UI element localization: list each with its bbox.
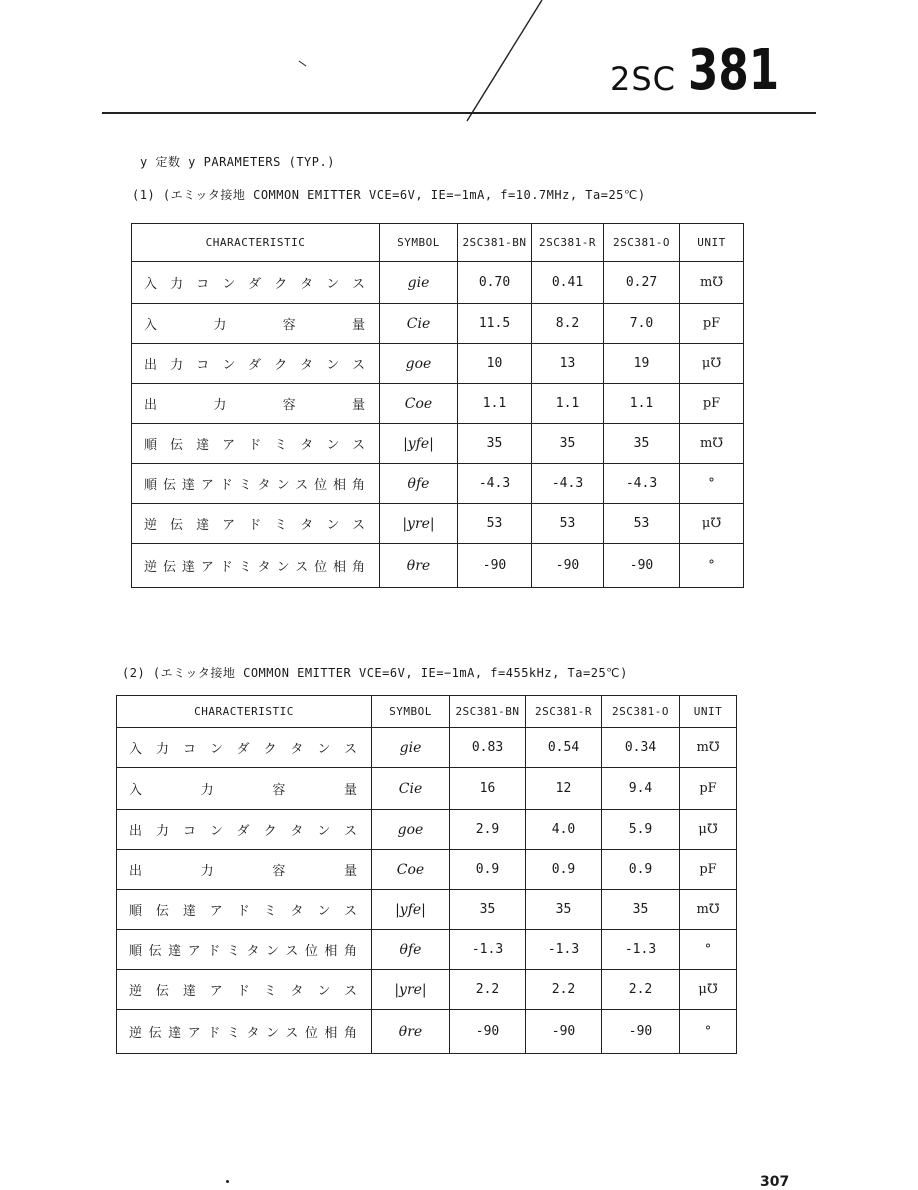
unit-cell: μ℧ xyxy=(680,970,737,1010)
symbol-cell: goe xyxy=(380,344,458,384)
value-bn-cell: -1.3 xyxy=(450,930,526,970)
table-header-row xyxy=(132,224,744,262)
value-bn-cell: -90 xyxy=(450,1010,526,1054)
value-r-cell: 2.2 xyxy=(526,970,602,1010)
part-number: 381 xyxy=(688,38,780,103)
table-row xyxy=(117,810,737,850)
characteristic-cell: 順伝達アドミタンス xyxy=(117,890,372,930)
value-o-cell: 35 xyxy=(602,890,680,930)
unit-cell: m℧ xyxy=(680,262,744,304)
table-header-row xyxy=(117,696,737,728)
symbol-cell: Cie xyxy=(372,768,450,810)
value-o-cell: 2.2 xyxy=(602,970,680,1010)
page-number: 307 xyxy=(760,1174,790,1190)
value-o-cell: 0.34 xyxy=(602,728,680,768)
value-bn-cell: -4.3 xyxy=(458,464,532,504)
table2-condition: (2) (エミッタ接地 COMMON EMITTER VCE=6V, IE=−1mA, f=455kHz, Ta=25℃) xyxy=(122,666,628,680)
value-bn-cell: 35 xyxy=(458,424,532,464)
characteristic-cell: 順伝達アドミタンス位相角 xyxy=(132,464,380,504)
unit-cell: pF xyxy=(680,384,744,424)
section-title: y 定数 y PARAMETERS (TYP.) xyxy=(140,155,335,169)
value-bn-cell: 2.9 xyxy=(450,810,526,850)
value-o-cell: 7.0 xyxy=(604,304,680,344)
table-row xyxy=(117,1010,737,1054)
value-r-cell: 4.0 xyxy=(526,810,602,850)
symbol-cell: |yfe| xyxy=(380,424,458,464)
symbol-cell: θre xyxy=(372,1010,450,1054)
table-row xyxy=(117,890,737,930)
header-r: 2SC381-R xyxy=(532,224,604,262)
value-bn-cell: 0.83 xyxy=(450,728,526,768)
symbol-cell: Coe xyxy=(380,384,458,424)
header-o: 2SC381-O xyxy=(604,224,680,262)
header-symbol: SYMBOL xyxy=(372,696,450,728)
value-r-cell: 0.9 xyxy=(526,850,602,890)
header-symbol: SYMBOL xyxy=(380,224,458,262)
value-bn-cell: 0.70 xyxy=(458,262,532,304)
value-bn-cell: 11.5 xyxy=(458,304,532,344)
symbol-cell: |yre| xyxy=(372,970,450,1010)
unit-cell: μ℧ xyxy=(680,344,744,384)
unit-cell: pF xyxy=(680,850,737,890)
value-bn-cell: 16 xyxy=(450,768,526,810)
part-prefix: 2SC xyxy=(610,60,677,98)
characteristic-cell: 出力コンダクタンス xyxy=(117,810,372,850)
symbol-cell: Coe xyxy=(372,850,450,890)
header-o: 2SC381-O xyxy=(602,696,680,728)
value-o-cell: -90 xyxy=(602,1010,680,1054)
value-o-cell: -1.3 xyxy=(602,930,680,970)
value-o-cell: 0.27 xyxy=(604,262,680,304)
header-characteristic: CHARACTERISTIC xyxy=(117,696,372,728)
value-r-cell: -90 xyxy=(532,544,604,588)
value-bn-cell: 53 xyxy=(458,504,532,544)
value-o-cell: 9.4 xyxy=(602,768,680,810)
value-r-cell: 1.1 xyxy=(532,384,604,424)
table-row xyxy=(117,930,737,970)
unit-cell: ° xyxy=(680,1010,737,1054)
parameter-table-455khz xyxy=(116,695,737,1054)
value-bn-cell: 10 xyxy=(458,344,532,384)
value-bn-cell: -90 xyxy=(458,544,532,588)
value-r-cell: -4.3 xyxy=(532,464,604,504)
characteristic-cell: 逆伝達アドミタンス位相角 xyxy=(117,1010,372,1054)
unit-cell: pF xyxy=(680,768,737,810)
characteristic-cell: 出力コンダクタンス xyxy=(132,344,380,384)
header-unit: UNIT xyxy=(680,696,737,728)
value-r-cell: -90 xyxy=(526,1010,602,1054)
characteristic-cell: 入力コンダクタンス xyxy=(117,728,372,768)
symbol-cell: θre xyxy=(380,544,458,588)
table-row xyxy=(132,544,744,588)
value-o-cell: 53 xyxy=(604,504,680,544)
value-o-cell: -90 xyxy=(604,544,680,588)
symbol-cell: |yfe| xyxy=(372,890,450,930)
value-r-cell: 0.41 xyxy=(532,262,604,304)
table-row xyxy=(117,850,737,890)
characteristic-cell: 順伝達アドミタンス位相角 xyxy=(117,930,372,970)
value-r-cell: 13 xyxy=(532,344,604,384)
table-row xyxy=(132,262,744,304)
characteristic-cell: 出力容量 xyxy=(132,384,380,424)
unit-cell: m℧ xyxy=(680,424,744,464)
header-bn: 2SC381-BN xyxy=(450,696,526,728)
characteristic-cell: 出力容量 xyxy=(117,850,372,890)
characteristic-cell: 入力容量 xyxy=(117,768,372,810)
value-o-cell: -4.3 xyxy=(604,464,680,504)
value-r-cell: 53 xyxy=(532,504,604,544)
scan-speck xyxy=(226,1180,229,1183)
parameter-table-10-7mhz xyxy=(131,223,744,588)
value-r-cell: 35 xyxy=(526,890,602,930)
header-characteristic: CHARACTERISTIC xyxy=(132,224,380,262)
table-row xyxy=(132,304,744,344)
value-r-cell: 12 xyxy=(526,768,602,810)
value-r-cell: -1.3 xyxy=(526,930,602,970)
symbol-cell: goe xyxy=(372,810,450,850)
characteristic-cell: 逆伝達アドミタンス xyxy=(117,970,372,1010)
characteristic-cell: 順伝達アドミタンス xyxy=(132,424,380,464)
diagonal-stroke-decoration xyxy=(0,0,918,130)
symbol-cell: gie xyxy=(372,728,450,768)
header-unit: UNIT xyxy=(680,224,744,262)
unit-cell: pF xyxy=(680,304,744,344)
value-bn-cell: 1.1 xyxy=(458,384,532,424)
characteristic-cell: 逆伝達アドミタンス位相角 xyxy=(132,544,380,588)
table-row xyxy=(117,768,737,810)
symbol-cell: θfe xyxy=(372,930,450,970)
table-row xyxy=(132,504,744,544)
table-row xyxy=(132,344,744,384)
characteristic-cell: 入力コンダクタンス xyxy=(132,262,380,304)
value-bn-cell: 35 xyxy=(450,890,526,930)
value-o-cell: 19 xyxy=(604,344,680,384)
table-row xyxy=(132,384,744,424)
symbol-cell: |yre| xyxy=(380,504,458,544)
unit-cell: m℧ xyxy=(680,890,737,930)
value-r-cell: 8.2 xyxy=(532,304,604,344)
value-o-cell: 1.1 xyxy=(604,384,680,424)
unit-cell: m℧ xyxy=(680,728,737,768)
header-bn: 2SC381-BN xyxy=(458,224,532,262)
header-rule xyxy=(102,112,816,114)
value-o-cell: 35 xyxy=(604,424,680,464)
characteristic-cell: 入力容量 xyxy=(132,304,380,344)
table-row xyxy=(117,970,737,1010)
value-o-cell: 0.9 xyxy=(602,850,680,890)
symbol-cell: Cie xyxy=(380,304,458,344)
unit-cell: ° xyxy=(680,464,744,504)
table-row xyxy=(132,464,744,504)
header-r: 2SC381-R xyxy=(526,696,602,728)
characteristic-cell: 逆伝達アドミタンス xyxy=(132,504,380,544)
table-row xyxy=(117,728,737,768)
value-r-cell: 0.54 xyxy=(526,728,602,768)
symbol-cell: gie xyxy=(380,262,458,304)
unit-cell: ° xyxy=(680,544,744,588)
table-row xyxy=(132,424,744,464)
unit-cell: ° xyxy=(680,930,737,970)
unit-cell: μ℧ xyxy=(680,504,744,544)
unit-cell: μ℧ xyxy=(680,810,737,850)
value-o-cell: 5.9 xyxy=(602,810,680,850)
table1-condition: (1) (エミッタ接地 COMMON EMITTER VCE=6V, IE=−1mA, f=10.7MHz, Ta=25℃) xyxy=(132,188,646,202)
value-r-cell: 35 xyxy=(532,424,604,464)
value-bn-cell: 2.2 xyxy=(450,970,526,1010)
symbol-cell: θfe xyxy=(380,464,458,504)
value-bn-cell: 0.9 xyxy=(450,850,526,890)
